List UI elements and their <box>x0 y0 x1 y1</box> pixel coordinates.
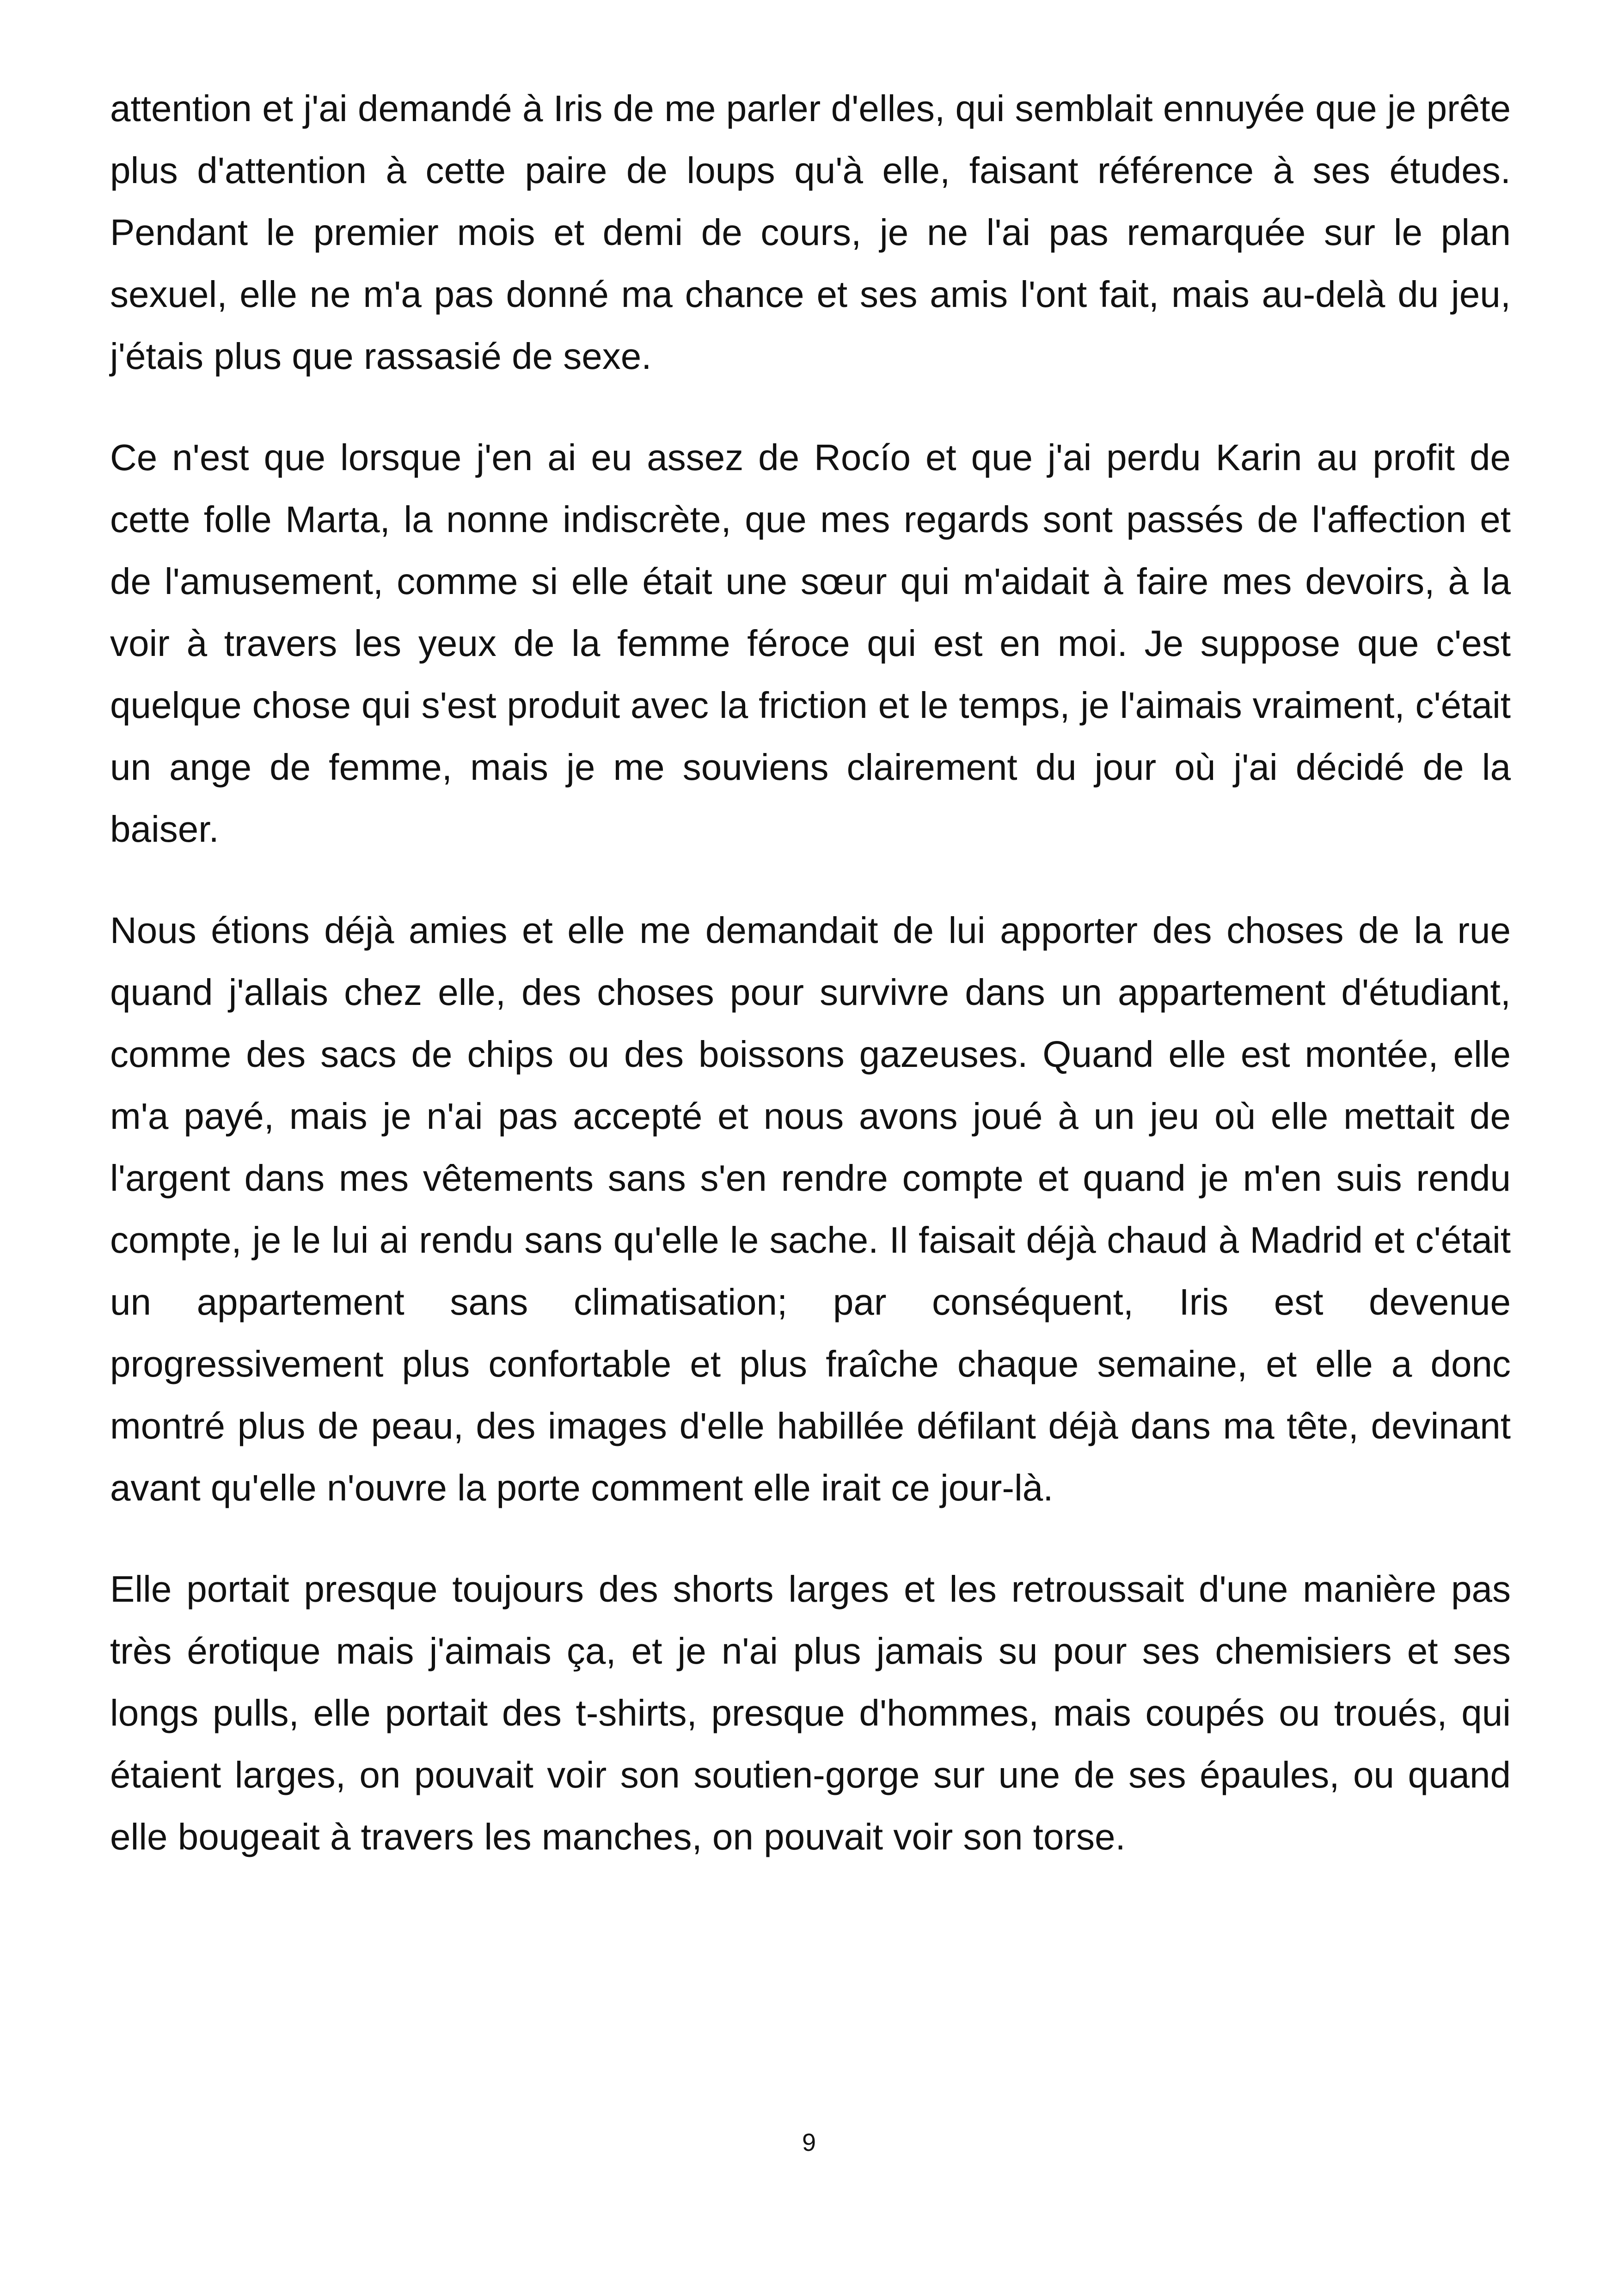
paragraph-3: Nous étions déjà amies et elle me demandait de lui apporter des choses de la rue quand j'allais chez elle, des choses pour survivre dans un appartement d'étudiant, comme des sacs de chips ou des boissons gazeuses. Quand elle est montée, elle m'a payé, mais je n'ai pas accepté et nous avons joué à un jeu où elle mettait de l'argent dans mes vêtements sans s'en rendre compte et quand je m'en suis rendu compte, je le lui ai rendu sans qu'elle le sache. Il faisait déjà chaud à Madrid et c'était un appartement sans climatisation; par conséquent, Iris est devenue progressivement plus confortable et plus fraîche chaque semaine, et elle a donc montré plus de peau, des images d'elle habillée défilant déjà dans ma tête, devinant avant qu'elle n'ouvre la porte comment elle irait ce jour-là. <box>110 910 1511 1508</box>
paragraph-2: Ce n'est que lorsque j'en ai eu assez de Rocío et que j'ai perdu Karin au profit de cette folle Marta, la nonne indiscrète, que mes regards sont passés de l'affection et de l'amusement, comme si elle était une sœur qui m'aidait à faire mes devoirs, à la voir à travers les yeux de la femme féroce qui est en moi. Je suppose que c'est quelque chose qui s'est produit avec la friction et le temps, je l'aimais vraiment, c'était un ange de femme, mais je me souviens clairement du jour où j'ai décidé de la baiser. <box>110 437 1511 850</box>
page-number: 9 <box>802 2129 816 2156</box>
paragraph-4: Elle portait presque toujours des shorts larges et les retroussait d'une manière pas très érotique mais j'aimais ça, et je n'ai plus jamais su pour ses chemisiers et ses longs pulls, elle portait des t-shirts, presque d'hommes, mais coupés ou troués, qui étaient larges, on pouvait voir son soutien-gorge sur une de ses épaules, ou quand elle bougeait à travers les manches, on pouvait voir son torse. <box>110 1568 1511 1857</box>
body-text <box>110 78 1511 1907</box>
paragraph-1: attention et j'ai demandé à Iris de me parler d'elles, qui semblait ennuyée que je prête plus d'attention à cette paire de loups qu'à elle, faisant référence à ses études. Pendant le premier mois et demi de cours, je ne l'ai pas remarquée sur le plan sexuel, elle ne m'a pas donné ma chance et ses amis l'ont fait, mais au-delà du jeu, j'étais plus que rassasié de sexe. <box>110 88 1511 377</box>
